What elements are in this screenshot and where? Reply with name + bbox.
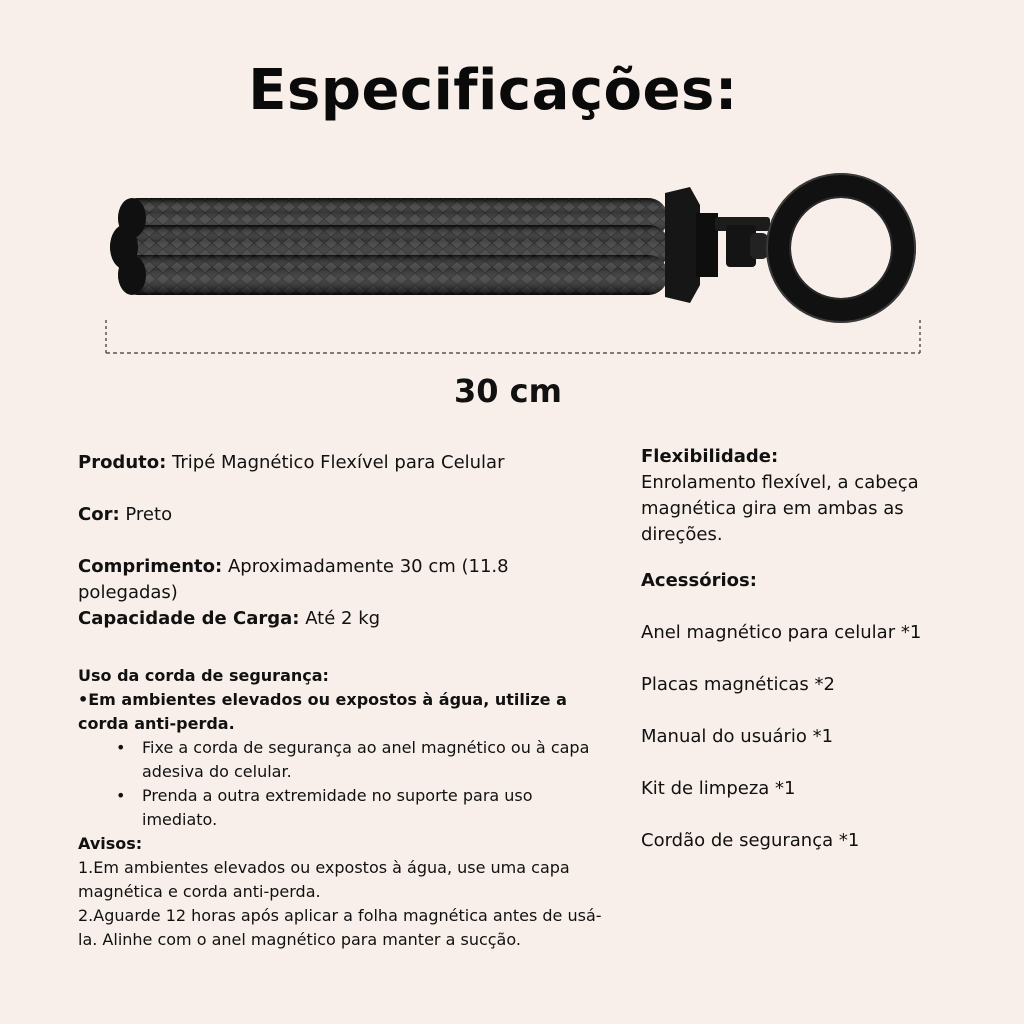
accessories-heading: Acessórios: [641, 570, 757, 591]
safety-heading: Uso da corda de segurança: [78, 666, 329, 685]
tripod-head [715, 217, 770, 267]
tripod-product-image [100, 165, 930, 335]
safety-bullets [78, 736, 608, 832]
features-column [641, 444, 941, 854]
warning-item: 2.Aguarde 12 horas após aplicar a folha magnética antes de usá-la. Alinhe com o anel magnético para manter a sucção. [78, 906, 602, 949]
list-item: • Prenda a outra extremidade no suporte para uso imediato. [116, 786, 533, 829]
specs-column [78, 450, 608, 952]
dimension-line [105, 318, 921, 354]
accessory-item: Anel magnético para celular *1 [641, 622, 922, 643]
accessory-item: Manual do usuário *1 [641, 726, 834, 747]
tripod-hub [665, 187, 718, 303]
flexibility-heading: Flexibilidade: [641, 446, 779, 467]
page-title: Especificações: [248, 58, 738, 123]
spec-color: Cor: Preto [78, 504, 173, 525]
magnetic-ring [766, 173, 916, 323]
dimension-label: 30 cm [454, 372, 562, 410]
flexibility-text: Enrolamento flexível, a cabeça magnética gira em ambas as direções. [641, 472, 919, 545]
spec-load-capacity: Capacidade de Carga: Até 2 kg [78, 608, 381, 629]
safety-intro: •Em ambientes elevados ou expostos à água, utilize a corda anti-perda. [78, 690, 567, 733]
accessories-list [641, 620, 941, 854]
list-item: • Fixe a corda de segurança ao anel magnético ou à capa adesiva do celular. [116, 738, 590, 781]
accessory-item: Kit de limpeza *1 [641, 778, 796, 799]
spec-length: Comprimento: Aproximadamente 30 cm (11.8 polegadas) [78, 556, 509, 603]
accessory-item: Placas magnéticas *2 [641, 674, 835, 695]
bullet-icon: • [116, 738, 126, 757]
warning-item: 1.Em ambientes elevados ou expostos à água, use uma capa magnética e corda anti-perda. [78, 858, 570, 901]
warnings-heading: Avisos: [78, 834, 143, 853]
safety-section [78, 664, 608, 952]
bullet-icon: • [116, 786, 126, 805]
spec-product: Produto: Tripé Magnético Flexível para Celular [78, 452, 505, 473]
tripod-legs [110, 198, 670, 295]
accessory-item: Cordão de segurança *1 [641, 830, 860, 851]
